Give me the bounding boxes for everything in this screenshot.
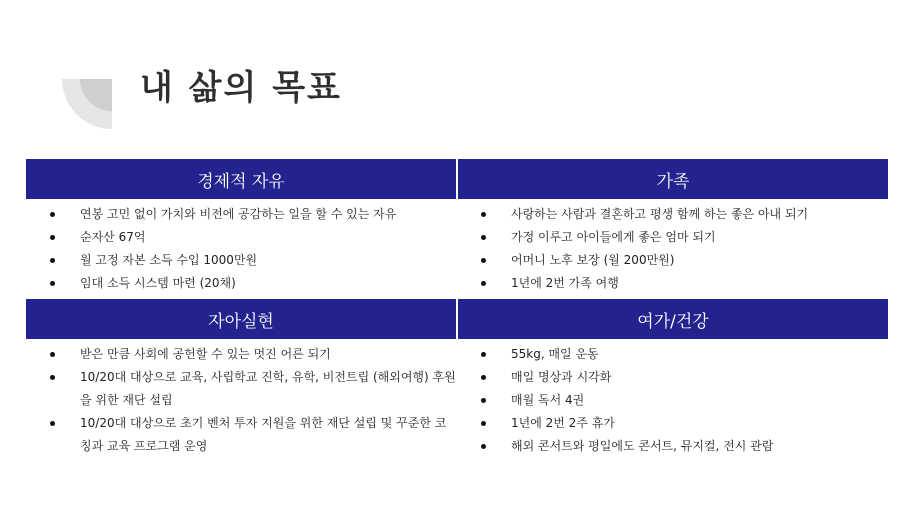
economic-freedom-list [26,199,457,299]
section-header-leisure-health: 여가/건강 [458,299,888,339]
list-item: 55kg, 매일 운동 [457,343,888,366]
list-item: 1년에 2번 가족 여행 [457,272,888,295]
list-item: 매월 독서 4권 [457,389,888,412]
list-item: 어머니 노후 보장 (월 200만원) [457,249,888,272]
self-realization-list [26,339,457,459]
list-item: 10/20대 대상으로 초기 벤처 투자 지원을 위한 재단 설립 및 꾸준한 코칭과 교육 프로그램 운영 [26,412,457,458]
content-row-2 [26,339,888,459]
list-item: 해외 콘서트와 평일에도 콘서트, 뮤지컬, 전시 관람 [457,435,888,458]
header-row-1 [26,159,888,199]
goals-grid [26,159,888,459]
list-item: 월 고정 자본 소득 수입 1000만원 [26,249,457,272]
header-row-2 [26,299,888,339]
list-item: 임대 소득 시스템 마련 (20채) [26,272,457,295]
content-row-1 [26,199,888,299]
list-item: 10/20대 대상으로 교육, 사립학교 진학, 유학, 비전트립 (해외여행) 후원을 위한 재단 설립 [26,366,457,412]
list-item: 받은 만큼 사회에 공헌할 수 있는 멋진 어른 되기 [26,343,457,366]
section-header-self-realization: 자아실현 [26,299,456,339]
list-item: 가정 이루고 아이들에게 좋은 엄마 되기 [457,226,888,249]
list-item: 연봉 고민 없이 가치와 비전에 공감하는 일을 할 수 있는 자유 [26,203,457,226]
list-item: 매일 명상과 시각화 [457,366,888,389]
section-header-economic-freedom: 경제적 자유 [26,159,456,199]
list-item: 사랑하는 사람과 결혼하고 평생 함께 하는 좋은 아내 되기 [457,203,888,226]
family-list [457,199,888,299]
list-item: 순자산 67억 [26,226,457,249]
leisure-health-list [457,339,888,459]
list-item: 1년에 2번 2주 휴가 [457,412,888,435]
page-title: 내 삶의 목표 [140,68,342,108]
decorative-quarter-arc-shape [62,79,112,129]
section-header-family: 가족 [458,159,888,199]
